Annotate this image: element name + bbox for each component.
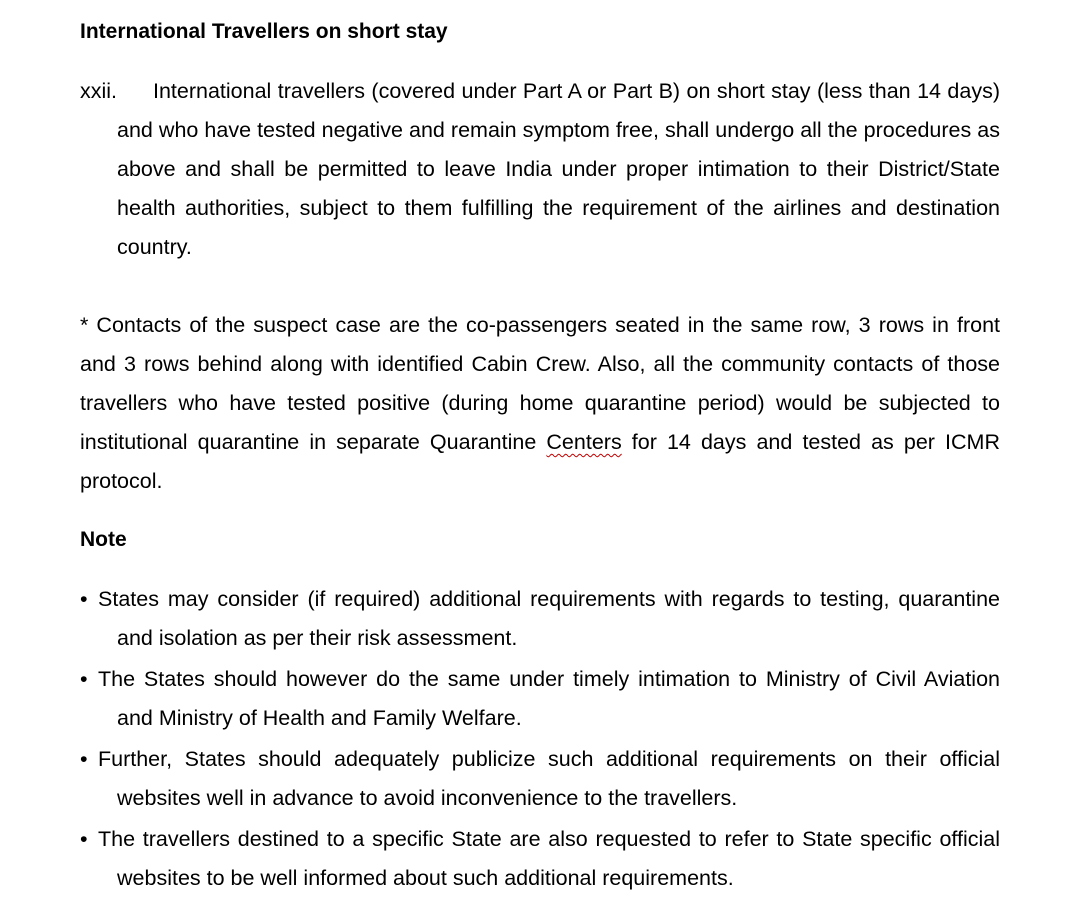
note-heading: Note <box>80 528 127 551</box>
note-text: The travellers destined to a specific State are also requested to refer to State specific official websites to be well informed about such additional requirements. <box>98 827 1000 890</box>
spellcheck-flagged-word[interactable]: Centers <box>546 430 622 454</box>
section-title: International Travellers on short stay <box>80 20 448 43</box>
list-item-xxii <box>80 72 1000 267</box>
bullet-icon: • <box>80 667 88 691</box>
bullet-icon: • <box>80 827 88 851</box>
note-text: Further, States should adequately publicize such additional requirements on their official websites well in advance to avoid inconvenience to the travellers. <box>98 747 1000 810</box>
bullet-icon: • <box>80 587 88 611</box>
item-text: International travellers (covered under Part A or Part B) on short stay (less than 14 days) and who have tested negative and remain symptom free, shall undergo all the procedures as above and shall be permitted to leave India under proper intimation to their District/State health authorities, subject to them fulfilling the requirement of the airlines and destination country. <box>117 79 1000 259</box>
note-text: The States should however do the same under timely intimation to Ministry of Civil Aviation and Ministry of Health and Family Welfare. <box>98 667 1000 730</box>
bullet-icon: • <box>80 747 88 771</box>
note-item <box>80 580 1000 658</box>
item-number: xxii. <box>80 79 118 103</box>
note-item <box>80 740 1000 818</box>
footnote-paragraph <box>80 306 1000 501</box>
footnote-text-end: for 14 days and tested as per ICMR protocol. <box>80 430 1000 493</box>
note-item <box>80 820 1000 898</box>
footnote-text-start: * Contacts of the suspect case are the co-passengers seated in the same row, 3 rows in front and 3 rows behind along with identified Cabin Crew. Also, all the community contacts of those travellers who have tested positive (during home quarantine period) would be subjected to institutional quarantine in separate Quarantine <box>80 313 1000 454</box>
note-item <box>80 660 1000 738</box>
note-list <box>80 580 1000 900</box>
note-text: States may consider (if required) additional requirements with regards to testing, quarantine and isolation as per their risk assessment. <box>98 587 1000 650</box>
